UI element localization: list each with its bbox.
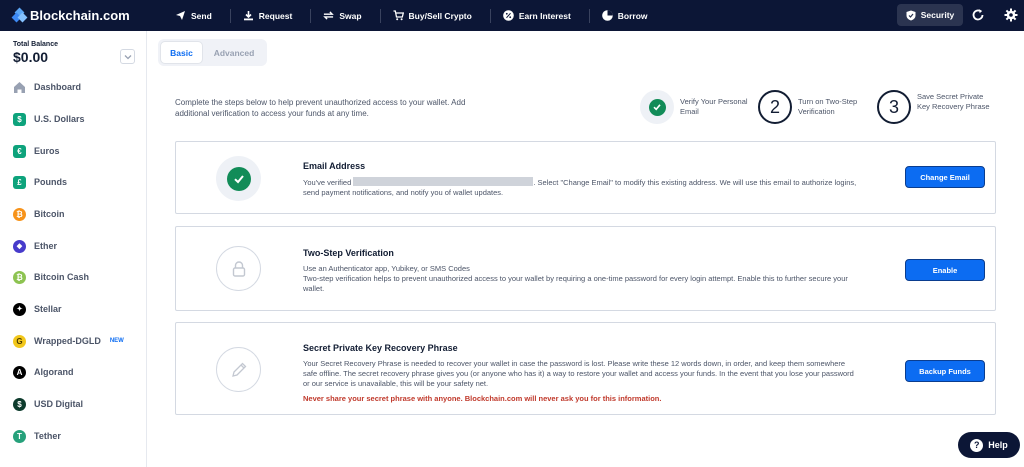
nav-buy-sell[interactable]	[393, 10, 472, 21]
change-email-button[interactable]: Change Email	[905, 166, 985, 188]
sidebar-item-label: Euros	[34, 146, 60, 156]
sidebar-item-label: Bitcoin Cash	[34, 272, 90, 282]
check-icon	[649, 99, 666, 116]
gear-icon[interactable]	[1004, 8, 1018, 22]
backup-funds-button[interactable]: Backup Funds	[905, 360, 985, 382]
step-1-status	[640, 90, 674, 124]
sidebar-item-label: Algorand	[34, 367, 74, 377]
main-nav	[175, 9, 666, 23]
sidebar-item-stellar[interactable]	[13, 301, 62, 317]
tab-advanced[interactable]: Advanced	[213, 47, 255, 58]
email-card	[175, 141, 996, 214]
sidebar-item-label: Tether	[34, 431, 61, 441]
new-badge: NEW	[109, 338, 124, 344]
sidebar-item-bitcoin-cash[interactable]	[13, 269, 89, 285]
dollar-icon: $	[13, 113, 26, 126]
email-body-prefix: You've verified	[303, 178, 352, 187]
sidebar-item-tether[interactable]	[13, 428, 61, 444]
pound-icon: £	[13, 176, 26, 189]
total-balance-value: $0.00	[13, 49, 49, 65]
sidebar-item-wrapped-dgld[interactable]	[13, 333, 124, 349]
nav-earn-interest-label: Earn Interest	[518, 10, 571, 21]
nav-request[interactable]	[243, 10, 293, 21]
step-2-label: Turn on Two-Step Verification	[798, 97, 858, 116]
security-tabs	[158, 39, 267, 66]
top-bar	[0, 0, 1024, 31]
sidebar-item-label: Stellar	[34, 304, 62, 314]
sidebar-item-label: Ether	[34, 241, 58, 251]
security-label: Security	[920, 10, 955, 20]
intro-text: Complete the steps below to help prevent unauthorized access to your wallet. Add additional verification to access your funds at any time.	[175, 98, 466, 118]
email-card-body	[303, 177, 863, 198]
two-step-card	[175, 226, 996, 311]
pencil-icon	[230, 361, 248, 379]
nav-earn-interest[interactable]	[503, 10, 571, 21]
sidebar-item-us-dollars[interactable]	[13, 111, 85, 127]
home-icon	[13, 81, 26, 94]
sidebar-item-ether[interactable]	[13, 238, 57, 254]
nav-borrow[interactable]	[602, 10, 648, 21]
nav-divider	[589, 9, 590, 23]
stellar-icon: ✦	[13, 303, 26, 316]
help-label: Help	[988, 440, 1008, 450]
two-step-status	[216, 246, 261, 291]
nav-buy-sell-label: Buy/Sell Crypto	[408, 10, 472, 21]
help-icon: ?	[970, 439, 983, 452]
bitcoin-icon: ₿	[13, 208, 26, 221]
two-step-card-line1: Use an Authenticator app, Yubikey, or SMS Codes	[303, 264, 470, 273]
recovery-status	[216, 347, 261, 392]
send-icon	[175, 10, 186, 21]
chevron-down-icon	[124, 54, 132, 60]
tab-basic[interactable]: Basic	[160, 41, 203, 64]
bitcoin-cash-icon: ₿	[13, 271, 26, 284]
redacted-email	[353, 177, 533, 186]
sidebar-item-pounds[interactable]	[13, 174, 67, 190]
enable-two-step-button[interactable]: Enable	[905, 259, 985, 281]
nav-swap[interactable]	[323, 10, 361, 21]
nav-divider	[380, 9, 381, 23]
sidebar	[0, 31, 147, 467]
recovery-phrase-card	[175, 322, 996, 415]
refresh-icon[interactable]	[971, 8, 985, 22]
usd-digital-icon: $	[13, 398, 26, 411]
blockchain-logo-icon	[13, 9, 26, 22]
nav-divider	[310, 9, 311, 23]
security-button[interactable]	[897, 4, 963, 26]
euro-icon: €	[13, 145, 26, 158]
nav-borrow-label: Borrow	[617, 10, 648, 21]
sidebar-item-usd-digital[interactable]	[13, 396, 83, 412]
sidebar-item-label: USD Digital	[34, 399, 84, 409]
nav-send-label: Send	[191, 10, 212, 21]
dgld-icon: G	[13, 335, 26, 348]
tether-icon: T	[13, 430, 26, 443]
check-icon	[227, 167, 251, 191]
swap-icon	[323, 10, 334, 21]
sidebar-item-dashboard[interactable]	[13, 79, 81, 95]
recovery-card-title: Secret Private Key Recovery Phrase	[303, 343, 458, 353]
app-title: Blockchain.com	[30, 8, 130, 23]
sidebar-item-euros[interactable]	[13, 143, 60, 159]
email-verified-status	[216, 156, 261, 201]
ether-icon: ◆	[13, 240, 26, 253]
cart-icon	[393, 10, 404, 21]
nav-send[interactable]	[175, 10, 212, 21]
sidebar-item-label: U.S. Dollars	[34, 114, 85, 124]
recovery-warning: Never share your secret phrase with anyone. Blockchain.com will never ask you for this information.	[303, 394, 662, 403]
balance-dropdown-button[interactable]	[120, 49, 135, 64]
sidebar-item-bitcoin[interactable]	[13, 206, 65, 222]
step-2-number: 2	[758, 90, 792, 124]
sidebar-item-label: Pounds	[34, 177, 67, 187]
email-body-suffix: . Select "Change Email" to modify this existing address. We will use this email to authorize logins, send payment notifications, and notify you of wallet updates.	[303, 178, 857, 197]
step-3-number: 3	[877, 90, 911, 124]
total-balance-label: Total Balance	[13, 41, 58, 48]
algorand-icon: A	[13, 366, 26, 379]
help-button[interactable]	[958, 432, 1020, 458]
step-1-label: Verify Your Personal Email	[680, 97, 748, 116]
nav-divider	[490, 9, 491, 23]
lock-icon	[232, 261, 246, 277]
nav-swap-label: Swap	[339, 10, 362, 21]
sidebar-item-label: Dashboard	[34, 82, 82, 92]
email-card-title: Email Address	[303, 161, 366, 171]
recovery-card-body: Your Secret Recovery Phrase is needed to recover your wallet in case the password is lost. Please write these 12 words down, in order, and keep them somewhere safe offline. The secret recovery phrase gives you (or anyone who has it) a way to restore your wallet and access your funds. In the event that you lose your password or our service is unavailable, this will be your safety net.	[303, 359, 854, 388]
two-step-card-line2: Two-step verification helps to prevent unauthorized access to your wallet by requiring a one-time password for every login attempt. Enable this to further secure your wallet.	[303, 274, 848, 293]
request-icon	[243, 10, 254, 21]
percent-icon	[503, 10, 514, 21]
nav-request-label: Request	[258, 10, 293, 21]
logo[interactable]	[13, 8, 163, 23]
sidebar-item-label: Wrapped-DGLD	[34, 336, 101, 346]
nav-divider	[230, 9, 231, 23]
pie-icon	[602, 10, 613, 21]
sidebar-item-label: Bitcoin	[34, 209, 65, 219]
sidebar-item-algorand[interactable]	[13, 364, 74, 380]
shield-icon	[906, 10, 917, 21]
step-3-label: Save Secret Private Key Recovery Phrase	[917, 92, 990, 111]
two-step-card-title: Two-Step Verification	[303, 248, 394, 258]
